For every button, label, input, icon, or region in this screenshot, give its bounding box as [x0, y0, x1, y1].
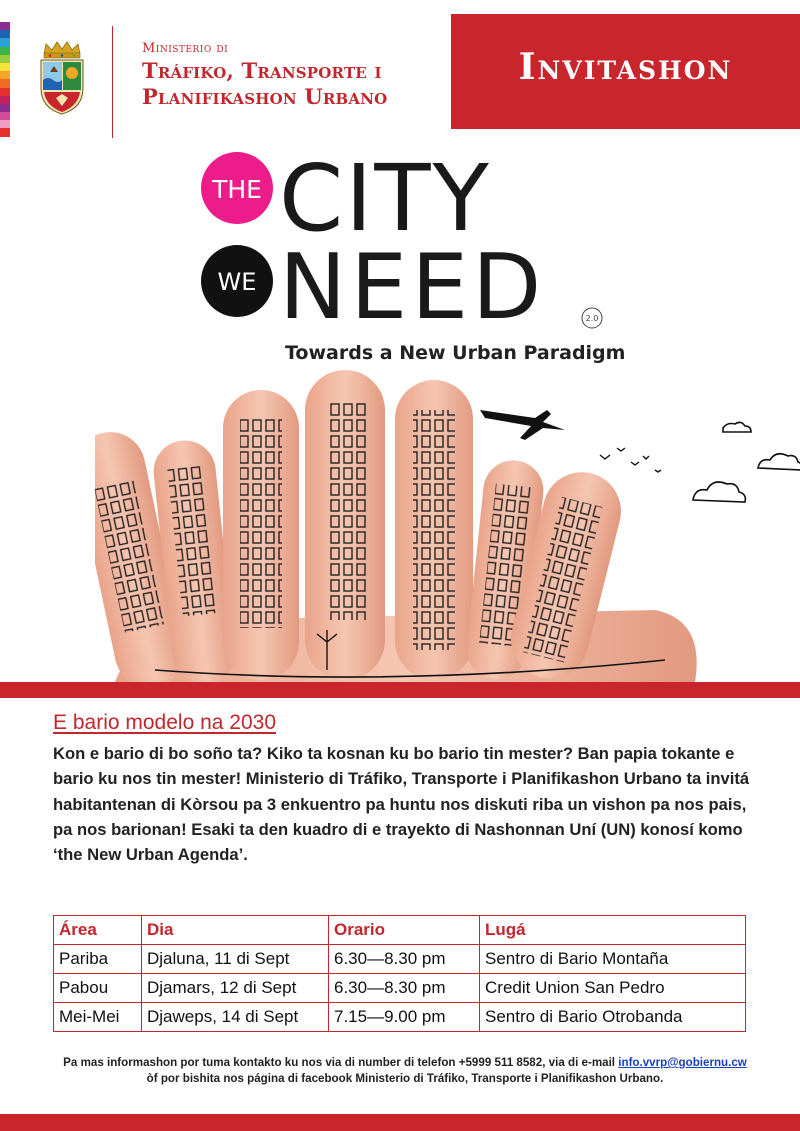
cloud-icon	[693, 482, 745, 502]
coat-of-arms-icon	[36, 40, 88, 116]
color-strip-segment	[0, 120, 10, 128]
col-header-day: Dia	[142, 916, 329, 945]
table-header-row	[54, 916, 746, 945]
cell-place: Sentro di Bario Otrobanda	[480, 1003, 746, 1032]
logo-version: 2.0	[585, 314, 599, 323]
finger-5	[395, 380, 473, 680]
cell-time: 6.30—8.30 pm	[329, 945, 480, 974]
logo-we: WE	[217, 268, 257, 296]
color-strip-segment	[0, 63, 10, 71]
color-strip-segment	[0, 55, 10, 63]
cloud-icon	[758, 454, 800, 470]
col-header-area: Área	[54, 916, 142, 945]
cell-day: Djaweps, 14 di Sept	[142, 1003, 329, 1032]
logo-need: NEED	[279, 235, 546, 340]
schedule-table	[53, 915, 746, 1032]
cell-time: 7.15—9.00 pm	[329, 1003, 480, 1032]
hand-city-illustration	[95, 370, 800, 682]
birds-icon	[600, 448, 661, 472]
logo-the: THE	[212, 175, 262, 204]
invitation-title: Invitashon	[518, 46, 733, 88]
color-strip-segment	[0, 71, 10, 79]
cell-area: Pabou	[54, 974, 142, 1003]
ministry-line-2: Planifikashon Urbano	[142, 84, 388, 109]
contact-footer	[60, 1055, 750, 1087]
cell-place: Credit Union San Pedro	[480, 974, 746, 1003]
ministry-prefix: Ministerio di	[142, 41, 229, 56]
intro-paragraph: Kon e bario di bo soño ta? Kiko ta kosnan ku bo bario tin mester? Ban papia tokante e bario ku nos tin mester! Ministerio di Tráfiko, Transporte i Planifikashon Urbano ta invitá habitantenan di Kòrsou pa 3 enkuentro pa huntu nos diskuti riba un vishon pa nos pais, pa nos barionan! Esaki ta den kuadro di e trayekto di Nashonnan Uní (UN) konosí komo ‘the New Urban Agenda’.	[53, 744, 750, 865]
color-strip-segment	[0, 104, 10, 112]
color-strip	[0, 22, 10, 140]
ministry-name	[142, 40, 387, 110]
contact-text-end: òf por bishita nos página di facebook Ministerio di Tráfiko, Transporte i Planifikashon Urbano.	[146, 1072, 664, 1085]
table-row	[54, 945, 746, 974]
cell-time: 6.30—8.30 pm	[329, 974, 480, 1003]
color-strip-segment	[0, 112, 10, 120]
contact-text-start: Pa mas informashon por tuma kontakto ku nos via di number di telefon +5999 511 8582, via di e-mail	[63, 1056, 616, 1069]
red-divider-bottom	[0, 1114, 800, 1131]
header-divider	[112, 26, 113, 138]
section-title: E bario modelo na 2030	[53, 711, 276, 734]
logo-tagline: Towards a New Urban Paradigm	[285, 342, 626, 364]
color-strip-segment	[0, 38, 10, 46]
col-header-place: Lugá	[480, 916, 746, 945]
color-strip-segment	[0, 47, 10, 55]
airplane-icon	[480, 410, 565, 440]
email-link[interactable]: info.vvrp@gobiernu.cw	[618, 1056, 747, 1069]
logo-city: CITY	[279, 148, 491, 252]
red-divider-top	[0, 682, 800, 698]
color-strip-segment	[0, 128, 10, 136]
cell-day: Djamars, 12 di Sept	[142, 974, 329, 1003]
city-we-need-logo	[195, 148, 635, 373]
color-strip-segment	[0, 30, 10, 38]
table-row	[54, 974, 746, 1003]
finger-3	[223, 390, 299, 680]
cloud-icon	[723, 422, 751, 432]
table-row	[54, 1003, 746, 1032]
cell-day: Djaluna, 11 di Sept	[142, 945, 329, 974]
ministry-line-1: Tráfiko, Transporte i	[142, 58, 382, 83]
cell-place: Sentro di Bario Montaña	[480, 945, 746, 974]
color-strip-segment	[0, 88, 10, 96]
cell-area: Mei-Mei	[54, 1003, 142, 1032]
finger-4	[305, 370, 385, 680]
color-strip-segment	[0, 96, 10, 104]
color-strip-segment	[0, 22, 10, 30]
invitation-banner	[451, 14, 800, 129]
cell-area: Pariba	[54, 945, 142, 974]
color-strip-segment	[0, 79, 10, 87]
col-header-time: Orario	[329, 916, 480, 945]
